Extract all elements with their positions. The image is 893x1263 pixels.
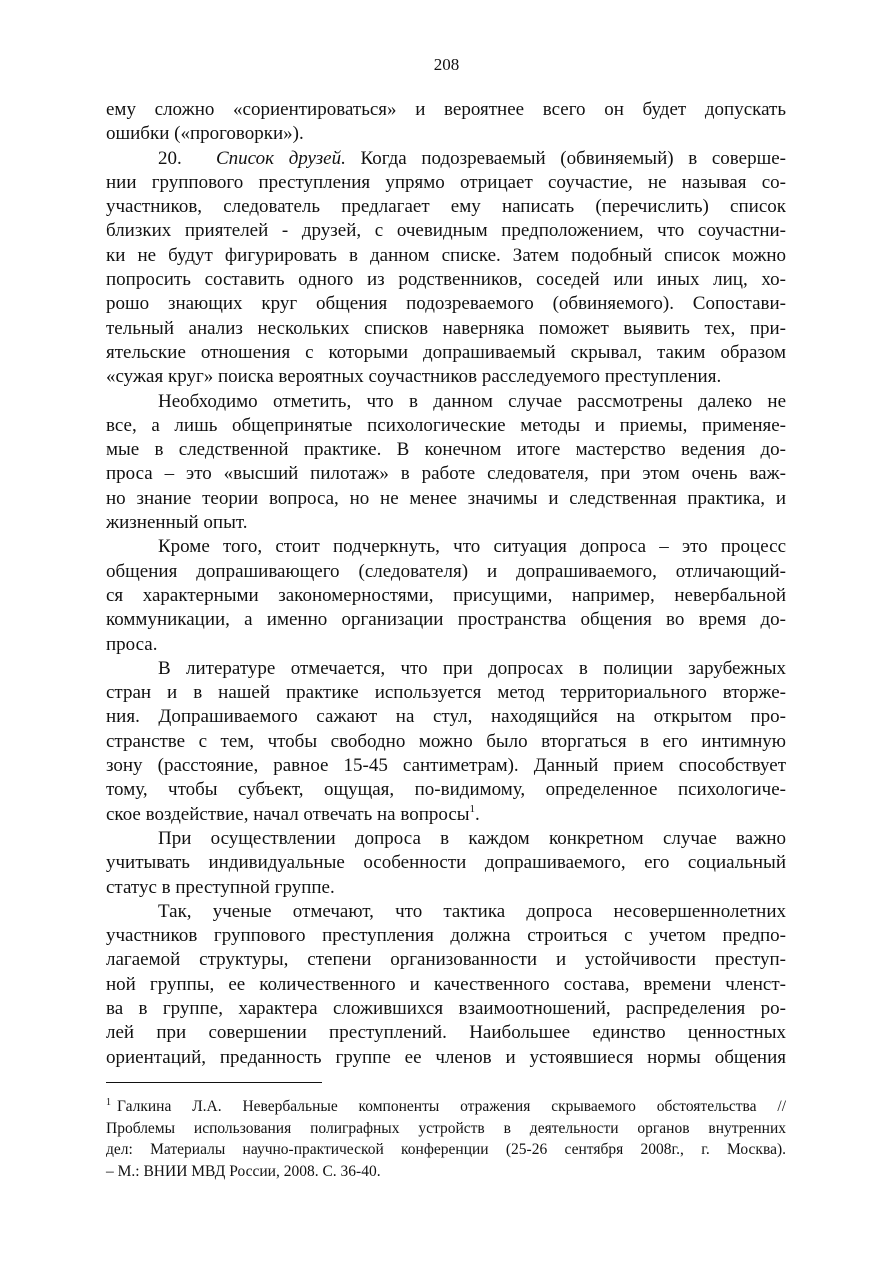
text-line: ошибки («проговорки»). xyxy=(106,123,304,145)
list-item-number: 20. xyxy=(158,147,182,169)
text-line: рошо знающих круг общения подозреваемого (обвиняемого). Сопостави- xyxy=(106,293,786,315)
text-line: но знание теории вопроса, но не менее значимы и следственная практика, и xyxy=(106,487,786,509)
footnote-reference[interactable]: 1 xyxy=(469,802,476,815)
footnote-text: Галкина Л.А. Невербальные компоненты отражения скрываемого обстоятельства // xyxy=(117,1098,786,1115)
text-line: При осуществлении допроса в каждом конкретном случае важно xyxy=(158,827,786,849)
text-line: Кроме того, стоит подчеркнуть, что ситуация допроса – это процесс xyxy=(158,536,786,558)
text-line: ва в группе, характера сложившихся взаимоотношений, распределения ро- xyxy=(106,997,786,1019)
text-line: странстве с тем, чтобы свободно можно было вторгаться в его интимную xyxy=(106,730,786,752)
text-line: ной группы, ее количественного и качественного состава, времени членст- xyxy=(106,973,786,995)
text-line: Так, ученые отмечают, что тактика допроса несовершеннолетних xyxy=(158,900,786,922)
text-line-with-footnote-ref xyxy=(106,803,786,827)
footnote xyxy=(106,1096,786,1182)
text-line: статус в преступной группе. xyxy=(106,876,335,898)
text-line: лагаемой структуры, степени организованности и устойчивости преступ- xyxy=(106,949,786,971)
text-line: ятельские отношения с которыми допрашиваемый скрывал, таким образом xyxy=(106,341,786,363)
text-line: проса. xyxy=(106,633,158,655)
text-line: ему сложно «сориентироваться» и вероятнее всего он будет допускать xyxy=(106,99,786,120)
text-line: «сужая круг» поиска вероятных соучастников расследуемого преступления. xyxy=(106,366,722,388)
text-line: мые в следственной практике. В конечном итоге мастерство ведения до- xyxy=(106,439,786,461)
text-line: лей при совершении преступлений. Наибольшее единство ценностных xyxy=(106,1022,786,1044)
text-line: тельный анализ нескольких списков наверняка поможет выявить тех, при- xyxy=(106,317,786,339)
body-text xyxy=(106,98,786,1070)
text-line: попросить составить одного из родственников, соседей или иных лиц, хо- xyxy=(106,269,786,291)
text-line: общения допрашивающего (следователя) и допрашиваемого, отличающий- xyxy=(106,560,786,582)
text-line: В литературе отмечается, что при допросах в полиции зарубежных xyxy=(158,657,786,679)
text-line: зону (расстояние, равное 15-45 сантиметрам). Данный прием способствует xyxy=(106,755,786,777)
text-line: ки не будут фигурировать в данном списке. Затем подобный список можно xyxy=(106,244,786,266)
text-line: близких приятелей - друзей, с очевидным предположением, что соучастни- xyxy=(106,220,786,242)
text-line: коммуникации, а именно организации пространства общения во время до- xyxy=(106,609,786,631)
text-line: участников, следователь предлагает ему написать (перечислить) список xyxy=(106,196,786,218)
text-line: ся характерными закономерностями, присущими, например, невербальной xyxy=(106,584,786,606)
text-line: Необходимо отметить, что в данном случае рассмотрены далеко не xyxy=(158,390,786,412)
footnote-line xyxy=(106,1096,786,1118)
footnote-line: Проблемы использования полиграфных устройств в деятельности органов внутренних xyxy=(106,1119,786,1137)
text-line: участников группового преступления должна строиться с учетом предпо- xyxy=(106,925,786,947)
list-item-heading-line xyxy=(106,147,786,171)
footnote-separator xyxy=(106,1082,322,1083)
footnote-line: – М.: ВНИИ МВД России, 2008. С. 36-40. xyxy=(106,1162,381,1180)
footnote-mark: 1 xyxy=(106,1097,111,1108)
text-line: учитывать индивидуальные особенности допрашиваемого, его социальный xyxy=(106,852,786,874)
text-span: ское воздействие, начал отвечать на вопросы xyxy=(106,803,470,825)
text-line: проса – это «высший пилотаж» в работе следователя, при этом очень важ- xyxy=(106,463,786,485)
text-line: ния. Допрашиваемого сажают на стул, находящийся на открытом про- xyxy=(106,706,786,728)
text-span: Когда подозреваемый (обвиняемый) в соверше- xyxy=(345,147,786,169)
page-number: 208 xyxy=(433,55,460,74)
footnote-line: дел: Материалы научно-практической конференции (25-26 сентября 2008г., г. Москва). xyxy=(106,1141,786,1158)
list-item-title: Список друзей. xyxy=(216,147,346,169)
text-line: ориентаций, преданность группе ее членов и устоявшиеся нормы общения xyxy=(106,1046,786,1068)
text-line: тому, чтобы субъект, ощущая, по-видимому, определенное психологиче- xyxy=(106,779,786,801)
text-line: стран и в нашей практике используется метод территориального вторже- xyxy=(106,682,786,704)
text-line: все, а лишь общепринятые психологические методы и приемы, применяе- xyxy=(106,414,786,436)
text-line: жизненный опыт. xyxy=(106,512,248,534)
text-span: . xyxy=(475,803,480,825)
text-line: нии группового преступления упрямо отрицает соучастие, не называя со- xyxy=(106,171,786,193)
